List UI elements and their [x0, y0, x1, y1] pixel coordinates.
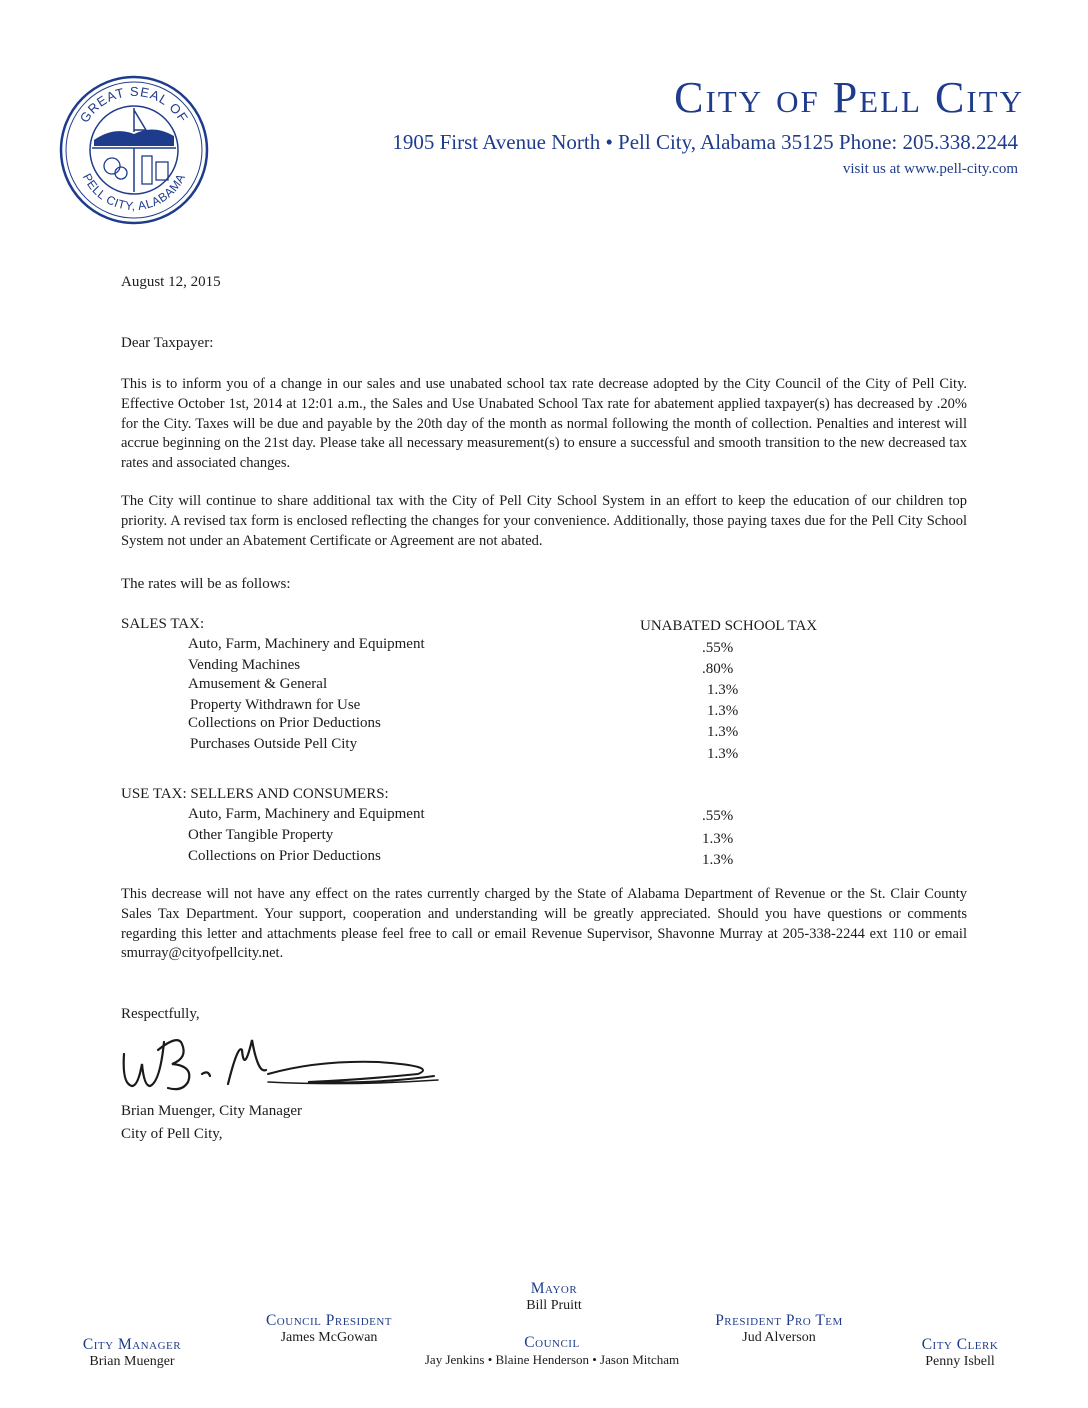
paragraph-1: This is to inform you of a change in our sales and use unabated school tax rate decrease adopted by the City Council of the City of Pell City. Effective October 1st, 2014 at 12:01 a.m., the Sales and Use Unabated School Tax rate for abatement applied taxpayer(s) has decreased by .20% for the City. Taxes will be due and payable by the 20th day of the month as normal following the month of collection. Penalties and interest will accrue beginning on the 21st day. Please take all necessary measurement(s) to ensure a successful and smooth transition to the new decreased tax rates and associated changes. — [121, 376, 967, 472]
footer-city-manager-title: City Manager — [82, 1336, 182, 1353]
footer-council — [425, 1334, 679, 1368]
footer-mayor — [526, 1280, 582, 1314]
footer-council-president-title: Council President — [265, 1312, 393, 1329]
footer-city-clerk-name: Penny Isbell — [925, 1354, 995, 1369]
closing: Respectfully, — [121, 1006, 200, 1022]
rates-intro: The rates will be as follows: — [121, 576, 291, 592]
use-item: Collections on Prior Deductions — [188, 848, 381, 864]
handwritten-signature — [118, 1024, 448, 1102]
letterhead-address: 1905 First Avenue North • Pell City, Alabama 35125 Phone: 205.338.2244 — [392, 130, 1018, 154]
unabated-school-tax-header: UNABATED SCHOOL TAX — [640, 618, 818, 634]
sales-item: Auto, Farm, Machinery and Equipment — [188, 636, 425, 652]
footer-city-manager-name: Brian Muenger — [89, 1354, 175, 1369]
use-item: Other Tangible Property — [188, 827, 334, 843]
footer-council-president — [266, 1312, 392, 1346]
sales-rate: 1.3% — [707, 724, 739, 740]
footer-council-title: Council — [524, 1334, 580, 1351]
svg-text:PELL CITY, ALABAMA: PELL CITY, ALABAMA — [79, 171, 189, 214]
footer-city-clerk-title: City Clerk — [921, 1336, 999, 1353]
letterhead-title: City of Pell City — [674, 73, 1024, 122]
sales-rate: 1.3% — [707, 746, 739, 762]
signer-organization: City of Pell City, — [121, 1126, 223, 1142]
footer-president-pro-tem-title: President Pro Tem — [715, 1312, 843, 1329]
sales-item: Collections on Prior Deductions — [188, 715, 381, 731]
use-rate: .55% — [702, 808, 734, 824]
sales-tax-heading: SALES TAX: — [121, 616, 205, 632]
sales-rate: 1.3% — [707, 682, 739, 698]
use-item: Auto, Farm, Machinery and Equipment — [188, 806, 425, 822]
footer-council-names: Jay Jenkins • Blaine Henderson • Jason Mitcham — [424, 1352, 680, 1367]
footer-council-president-name: James McGowan — [280, 1330, 378, 1345]
footer-city-manager — [83, 1336, 181, 1370]
letterhead-website: visit us at www.pell-city.com — [842, 161, 1018, 177]
sales-rate: .55% — [702, 640, 734, 656]
footer-mayor-name: Bill Pruitt — [526, 1298, 582, 1313]
footer-president-pro-tem-name: Jud Alverson — [742, 1330, 816, 1345]
letter-salutation: Dear Taxpayer: — [121, 335, 214, 351]
footer-president-pro-tem — [715, 1312, 843, 1346]
sales-rate: .80% — [702, 661, 734, 677]
sales-item: Purchases Outside Pell City — [190, 736, 358, 752]
signer-name: Brian Muenger, City Manager — [121, 1103, 303, 1119]
footer-mayor-title: Mayor — [530, 1280, 578, 1297]
use-rate: 1.3% — [702, 831, 734, 847]
use-tax-heading: USE TAX: SELLERS AND CONSUMERS: — [121, 786, 389, 802]
use-rate: 1.3% — [702, 852, 734, 868]
city-seal-logo — [58, 74, 210, 226]
footer-city-clerk — [922, 1336, 999, 1370]
svg-text:GREAT SEAL OF: GREAT SEAL OF — [76, 83, 192, 126]
sales-item: Property Withdrawn for Use — [190, 697, 361, 713]
paragraph-2: The City will continue to share additional tax with the City of Pell City School System in an effort to keep the education of our children top priority. A revised tax form is enclosed reflecting the changes for your convenience. Additionally, those paying taxes due for the Pell City School System not under an Abatement Certificate or Agreement are not abated. — [121, 493, 967, 549]
paragraph-3: This decrease will not have any effect on the rates currently charged by the State of Alabama Department of Revenue or the St. Clair County Sales Tax Department. Your support, cooperation and understanding will be greatly appreciated. Should you have questions or comments regarding this letter and attachments please feel free to call or email Revenue Supervisor, Shavonne Murray at 205-338-2244 ext 110 or email smurray@cityofpellcity.net. — [121, 886, 967, 962]
letter-date: August 12, 2015 — [121, 274, 221, 290]
sales-rate: 1.3% — [707, 703, 739, 719]
sales-item: Vending Machines — [188, 657, 301, 673]
sales-item: Amusement & General — [188, 676, 328, 692]
